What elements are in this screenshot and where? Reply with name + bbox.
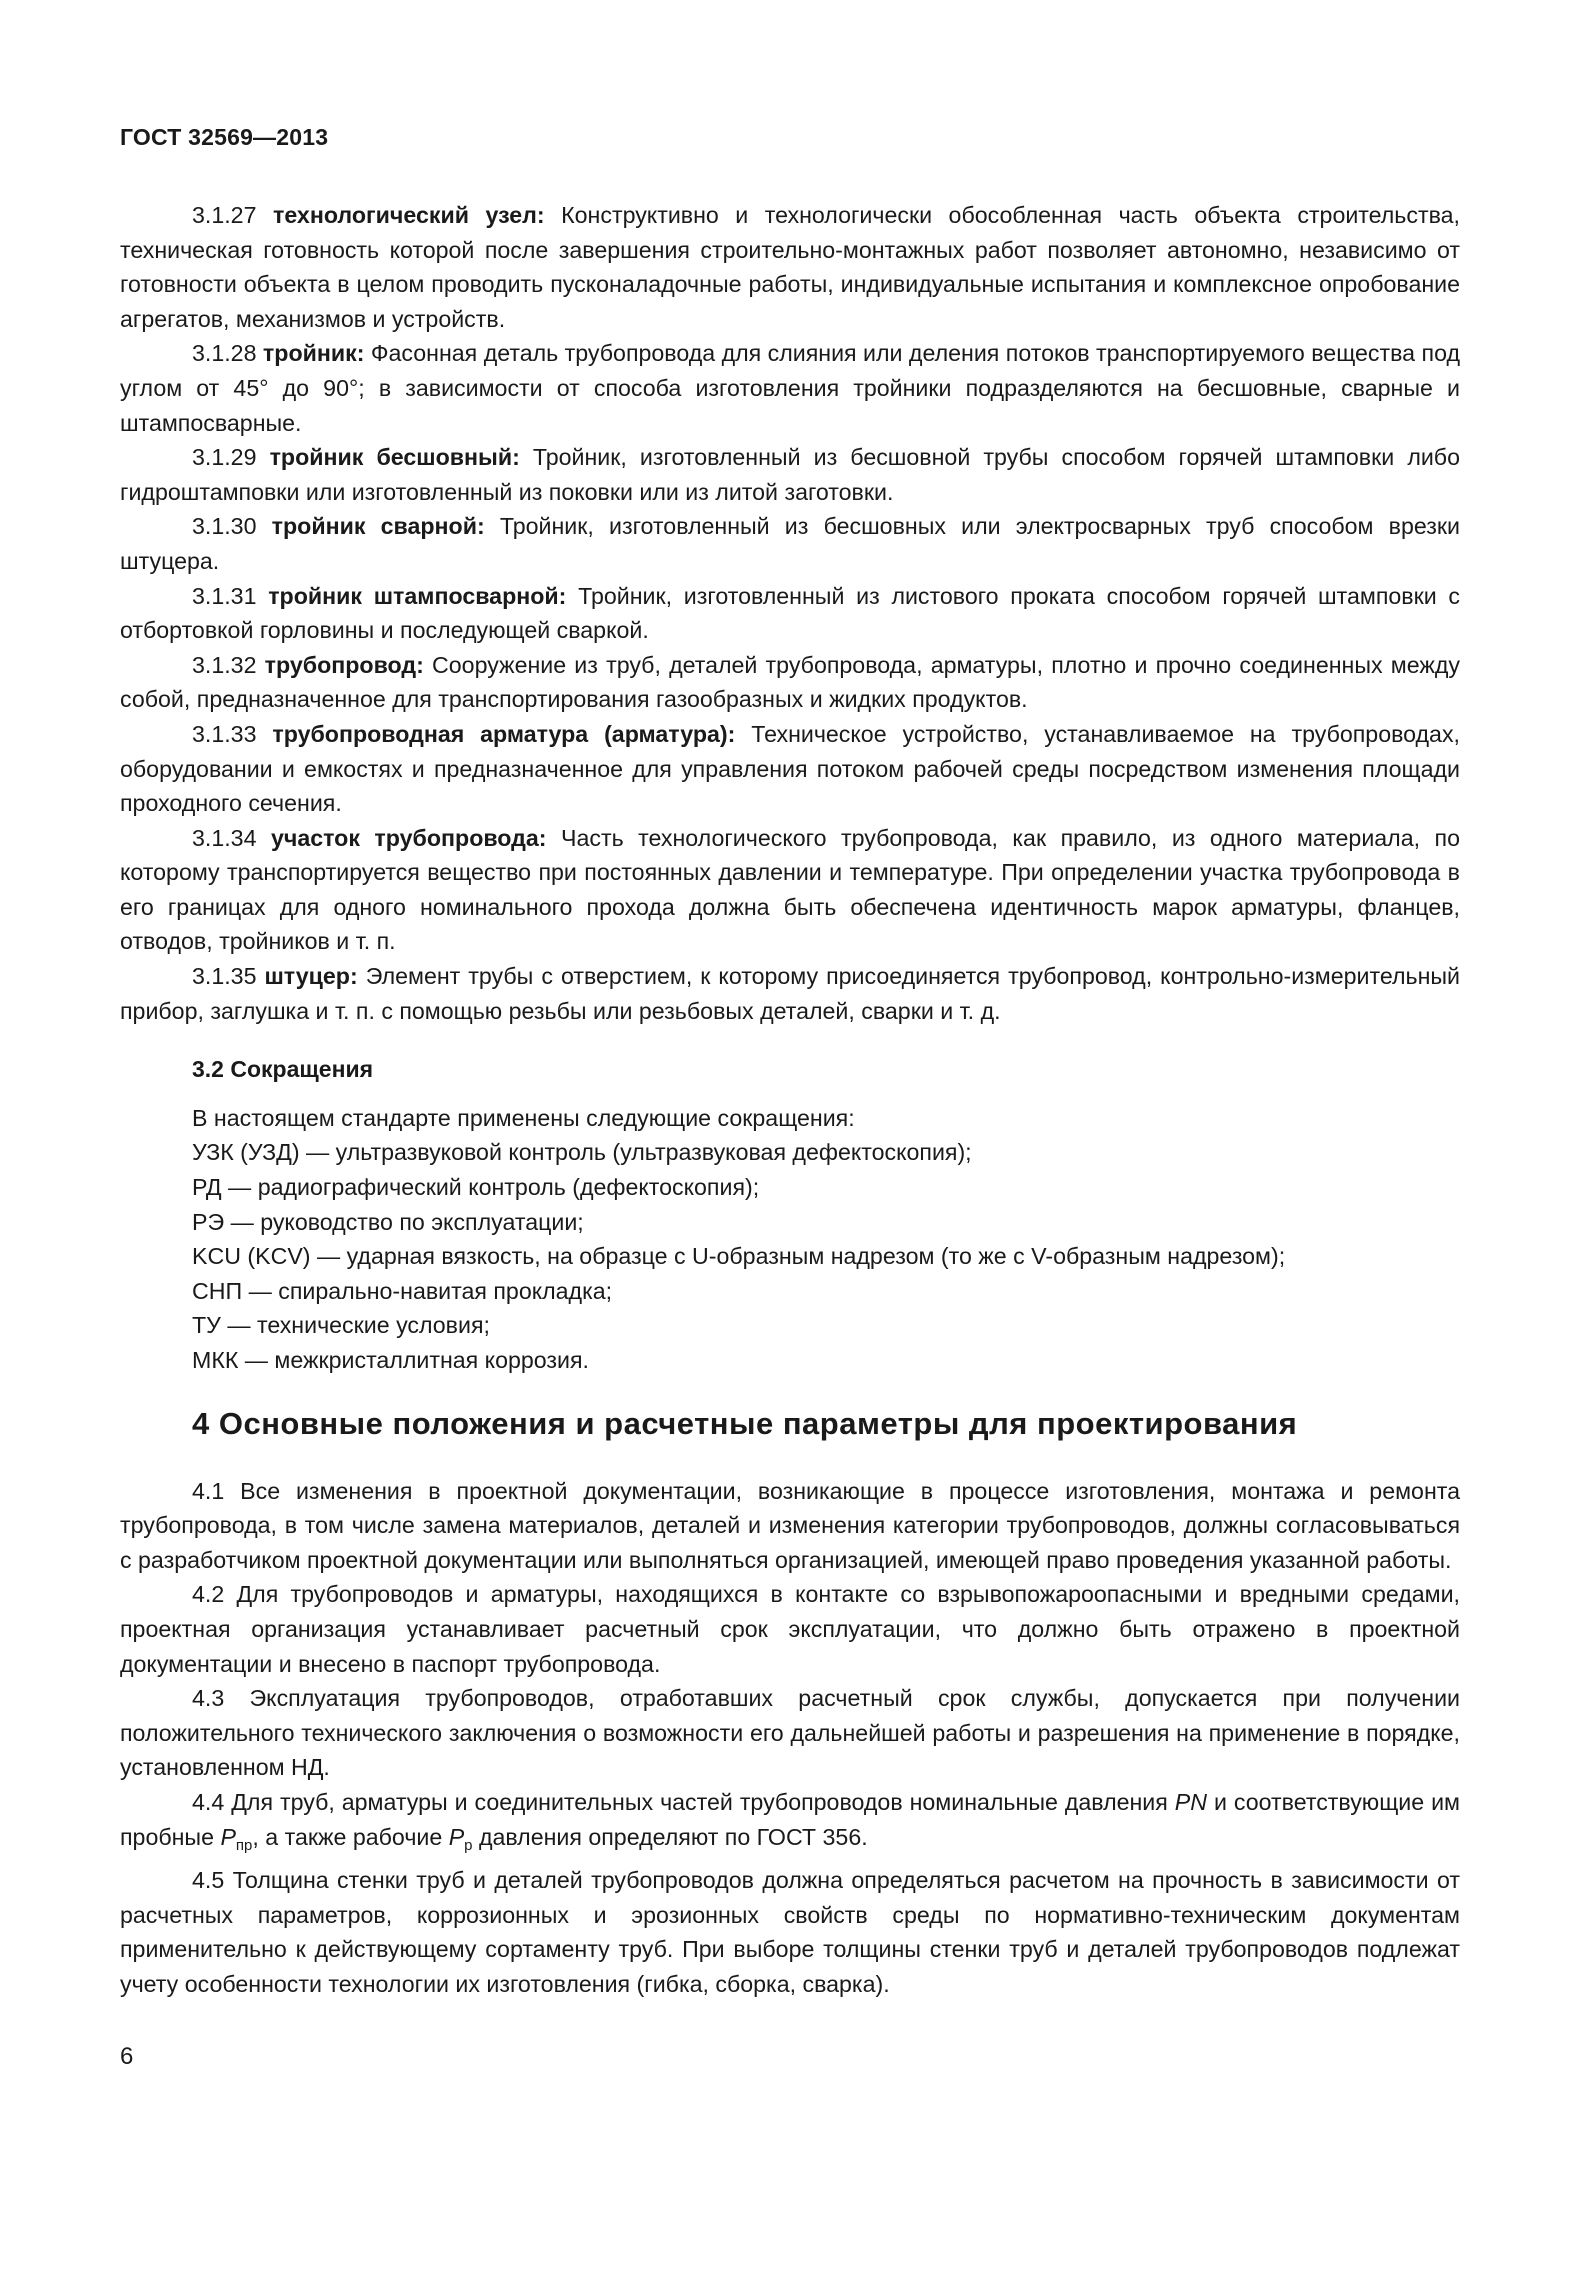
text-fragment: давления определяют по ГОСТ 356. [472,1823,868,1850]
definition-3-1-35 [120,959,1460,1028]
paragraph-4-3: 4.3 Эксплуатация трубопроводов, отработавших расчетный срок службы, допускается при получении положительного технического заключения о возможности его дальнейшей работы и разрешения на применение в порядке, установленном НД. [120,1685,1460,1781]
abbreviation-item: РЭ — руководство по эксплуатации; [192,1208,584,1235]
clause-number: 3.1.31 [192,582,257,609]
definition-3-1-33 [120,717,1460,821]
definition-3-1-32 [120,648,1460,717]
paragraph-4-4 [120,1785,1460,1863]
paragraph-4-1: 4.1 Все изменения в проектной документации, возникающие в процессе изготовления, монтажа и ремонта трубопровода, в том числе замена материалов, деталей и изменения категории трубопроводов, должны согласовываться с разработчиком проектной документации или выполняться организацией, имеющей право проведения указанной работы. [120,1477,1460,1573]
abbreviations-intro: В настоящем стандарте применены следующие сокращения: [192,1104,855,1131]
paragraph-4-2: 4.2 Для трубопроводов и арматуры, находящихся в контакте со взрывопожароопасными и вредными средами, проектная организация устанавливает расчетный срок эксплуатации, что должно быть отражено в проектной документации и внесено в паспорт трубопровода. [120,1581,1460,1677]
subscript-work: р [464,1836,473,1854]
term: технологический узел: [272,202,545,228]
definition-text: Элемент трубы с отверстием, к которому присоединяется трубопровод, контрольно-измерительный прибор, заглушка и т. п. с помощью резьбы или резьбовых деталей, сварки и т. д. [120,963,1460,1024]
definition-3-1-29 [120,440,1460,509]
definition-text: Конструктивно и технологически обособленная часть объекта строительства, техническая готовность которой после завершения строительно-монтажных работ позволяет автономно, независимо от готовности объекта в целом проводить пусконаладочные работы, индивидуальные испытания и комплексное опробование агрегатов, механизмов и устройств. [120,202,1460,332]
definition-3-1-27 [120,198,1460,336]
document-header: ГОСТ 32569—2013 [120,124,329,150]
definition-3-1-34 [120,821,1460,959]
symbol-p-test: P [220,1823,236,1850]
definition-text: Техническое устройство, устанавливаемое на трубопроводах, оборудовании и емкостях и предназначенное для управления потоком рабочей среды посредством изменения площади проходного сечения. [120,720,1460,817]
abbreviation-item: МКК — межкристаллитная коррозия. [192,1347,589,1373]
clause-number: 3.1.27 [192,202,257,228]
paragraph-4-5: 4.5 Толщина стенки труб и деталей трубопроводов должна определяться расчетом на прочность в зависимости от расчетных параметров, коррозионных и эрозионных свойств среды по нормативно-техническим документам применительно к действующему сортаменту труб. При выборе толщины стенки труб и деталей трубопроводов подлежат учету особенности технологии их изготовления (гибка, сборка, сварка). [120,1867,1460,1997]
text-fragment: 4.4 Для труб, арматуры и соединительных частей трубопроводов номинальные давления [192,1788,1175,1815]
definition-3-1-31 [120,579,1460,648]
abbreviation-item: УЗК (УЗД) — ультразвуковой контроль (ультразвуковая дефектоскопия); [192,1139,972,1166]
term: тройник бесшовный: [269,444,520,471]
document-body [120,198,1460,2002]
abbreviation-item: KCU (KCV) — ударная вязкость, на образце с U-образным надрезом (то же с V-образным надрезом); [192,1243,1286,1270]
term: тройник: [262,340,365,367]
term: тройник штампосварной: [268,582,567,609]
definition-text: Тройник, изготовленный из бесшовных или электросварных труб способом врезки штуцера. [120,513,1461,574]
definition-text: Фасонная деталь трубопровода для слияния или деления потоков транспортируемого вещества под углом от 45° до 90°; в зависимости от способа изготовления тройники подразделяются на бесшовные, сварные и штампосварные. [120,340,1460,436]
clause-number: 3.1.30 [192,513,257,540]
symbol-p-work: P [448,1823,465,1850]
term: трубопроводная арматура (арматура): [272,720,736,747]
section-4-heading: 4 Основные положения и расчетные параметры для проектирования [192,1405,1298,1441]
definition-3-1-30 [120,509,1460,578]
term: трубопровод: [264,651,424,678]
definition-3-1-28 [120,336,1460,440]
abbreviation-item: РД — радиографический контроль (дефектоскопия); [192,1174,760,1201]
clause-number: 3.1.34 [192,824,257,851]
clause-number: 3.1.33 [192,720,257,747]
term: тройник сварной: [271,513,485,540]
symbol-pn: PN [1174,1788,1207,1815]
section-3-2-heading: 3.2 Сокращения [192,1056,374,1083]
text-fragment: и соответствующие им пробные [120,1788,1460,1850]
term: участок трубопровода: [270,824,547,851]
definition-text: Тройник, изготовленный из листового проката способом горячей штамповки с отбортовкой горловины и последующей сваркой. [120,582,1461,644]
clause-number: 3.1.29 [192,444,257,471]
page-number: 6 [120,2043,134,2070]
clause-number: 3.1.28 [192,340,257,367]
definition-text: Часть технологического трубопровода, как правило, из одного материала, по которому транспортируется вещество при постоянных давлении и температуре. При определении участка трубопровода в его границах для одного номинального прохода должна быть обеспечена идентичность марок арматуры, фланцев, отводов, тройников и т. п. [120,824,1460,955]
clause-number: 3.1.32 [192,651,257,678]
definition-text: Тройник, изготовленный из бесшовной трубы способом горячей штамповки либо гидроштамповки или изготовленный из поковки или из литой заготовки. [120,444,1460,505]
abbreviation-item: ТУ — технические условия; [192,1312,490,1339]
subscript-test: пр [235,1836,253,1854]
abbreviations-list [120,1101,1460,1378]
clause-number: 3.1.35 [192,963,257,990]
term: штуцер: [264,963,358,990]
abbreviation-item: СНП — спирально-навитая прокладка; [192,1277,613,1304]
definition-text: Сооружение из труб, деталей трубопровода, арматуры, плотно и прочно соединенных между собой, предназначенное для транспортирования газообразных и жидких продуктов. [120,651,1460,713]
text-fragment: , а также рабочие [252,1823,449,1850]
